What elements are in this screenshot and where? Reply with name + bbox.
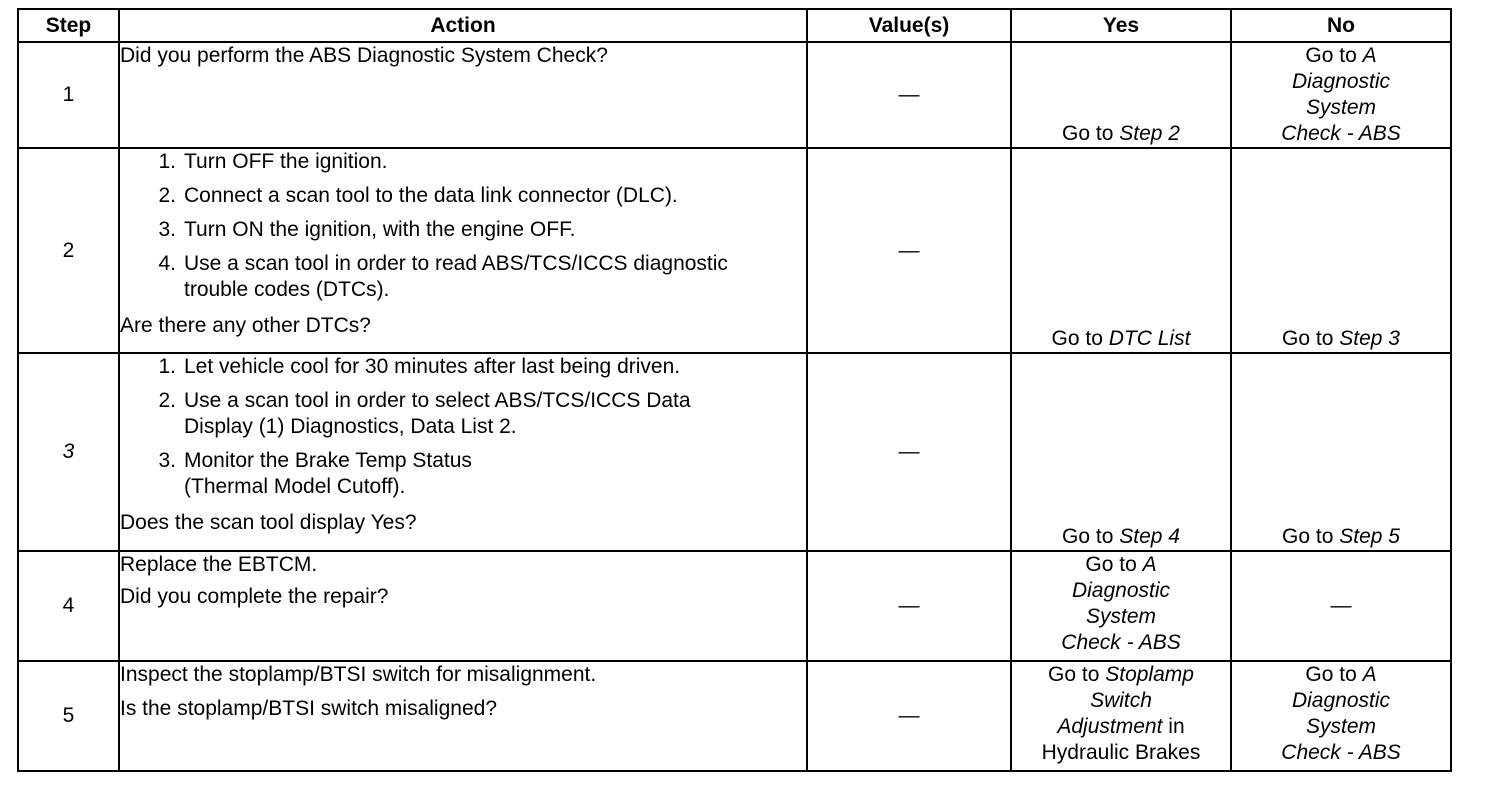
- yes-suffix: in: [1162, 715, 1185, 738]
- action-question: Are there any other DTCs?: [120, 314, 371, 337]
- no-link[interactable]: Check - ABS: [1281, 122, 1401, 145]
- yes-link[interactable]: Adjustment: [1057, 715, 1163, 738]
- header-yes: Yes: [1011, 9, 1231, 42]
- no-cell: [1231, 353, 1451, 551]
- action-cell: [119, 353, 807, 551]
- no-link[interactable]: A: [1362, 44, 1377, 67]
- action-list-item: 2. Use a scan tool in order to select ABS/TCS/ICCS Data Display (1) Diagnostics, Data List 2.: [158, 389, 691, 438]
- value-dash: —: [898, 440, 920, 463]
- no-prefix: Go to: [1282, 327, 1340, 350]
- value-cell: [807, 353, 1011, 551]
- yes-prefix: Go to: [1062, 122, 1120, 145]
- action-question: Did you perform the ABS Diagnostic System Check?: [120, 44, 608, 67]
- table-row-step-2: [18, 148, 1451, 353]
- no-link[interactable]: System: [1305, 715, 1376, 738]
- yes-link[interactable]: A: [1142, 553, 1157, 576]
- action-question: Did you complete the repair?: [120, 585, 389, 608]
- yes-prefix: Go to: [1048, 663, 1106, 686]
- step-number: 2: [18, 148, 119, 353]
- no-prefix: Go to: [1282, 525, 1340, 548]
- action-instruction: Replace the EBTCM.: [120, 553, 318, 576]
- no-cell: [1231, 551, 1451, 661]
- no-link[interactable]: Step 5: [1339, 525, 1400, 548]
- action-question: Does the scan tool display Yes?: [120, 511, 417, 534]
- step-number: 5: [18, 661, 119, 771]
- no-link[interactable]: A: [1362, 663, 1377, 686]
- header-values: Value(s): [807, 9, 1011, 42]
- header-action: Action: [119, 9, 807, 42]
- yes-link[interactable]: Diagnostic: [1071, 579, 1171, 602]
- action-cell: [119, 42, 807, 148]
- action-list-item: 3. Monitor the Brake Temp Status (Thermal Model Cutoff).: [158, 449, 472, 498]
- no-link[interactable]: Diagnostic: [1291, 70, 1391, 93]
- value-dash: —: [898, 238, 920, 262]
- no-link[interactable]: System: [1305, 96, 1376, 119]
- action-list-item: 1. Turn OFF the ignition.: [158, 150, 388, 173]
- yes-link[interactable]: Step 4: [1119, 525, 1180, 548]
- step-number: 1: [18, 42, 119, 148]
- no-link[interactable]: Check - ABS: [1281, 741, 1401, 764]
- value-dash: —: [898, 704, 920, 727]
- yes-link[interactable]: DTC List: [1108, 327, 1191, 350]
- yes-cell: [1011, 353, 1231, 551]
- action-cell: [119, 148, 807, 353]
- header-no: No: [1231, 9, 1451, 42]
- diagnostic-table: [17, 8, 1452, 772]
- yes-link[interactable]: System: [1085, 605, 1156, 628]
- action-instruction: Inspect the stoplamp/BTSI switch for misalignment.: [120, 663, 597, 686]
- no-cell: [1231, 42, 1451, 148]
- no-cell: [1231, 148, 1451, 353]
- header-row: [18, 9, 1451, 42]
- table-row-step-3: [18, 353, 1451, 551]
- value-cell: [807, 42, 1011, 148]
- value-cell: [807, 551, 1011, 661]
- yes-prefix: Go to: [1062, 525, 1120, 548]
- table-row-step-5: [18, 661, 1451, 771]
- value-dash: —: [898, 594, 920, 617]
- value-cell: [807, 661, 1011, 771]
- action-cell: [119, 661, 807, 771]
- action-list-item: 1. Let vehicle cool for 30 minutes after last being driven.: [158, 355, 681, 378]
- action-list-item: 4. Use a scan tool in order to read ABS/TCS/ICCS diagnostic trouble codes (DTCs).: [158, 252, 728, 301]
- table-row-step-4: [18, 551, 1451, 661]
- value-cell: [807, 148, 1011, 353]
- yes-link[interactable]: Step 2: [1119, 122, 1180, 145]
- table-row-step-1: [18, 42, 1451, 148]
- no-cell: [1231, 661, 1451, 771]
- action-list-item: 2. Connect a scan tool to the data link connector (DLC).: [158, 184, 678, 207]
- no-link[interactable]: Diagnostic: [1291, 689, 1391, 712]
- yes-cell: [1011, 551, 1231, 661]
- yes-link[interactable]: Switch: [1090, 689, 1152, 712]
- no-link[interactable]: Step 3: [1339, 327, 1400, 350]
- yes-link[interactable]: Check - ABS: [1061, 631, 1181, 654]
- yes-cell: [1011, 661, 1231, 771]
- header-step: Step: [18, 9, 119, 42]
- step-number: 3: [18, 353, 119, 551]
- no-prefix: Go to: [1305, 44, 1363, 67]
- value-dash: —: [898, 83, 920, 106]
- no-dash: —: [1330, 594, 1352, 617]
- yes-cell: [1011, 42, 1231, 148]
- action-list-item: 3. Turn ON the ignition, with the engine OFF.: [158, 218, 576, 241]
- yes-prefix: Go to: [1051, 327, 1109, 350]
- yes-link[interactable]: Stoplamp: [1105, 663, 1194, 686]
- yes-cell: [1011, 148, 1231, 353]
- yes-text: Hydraulic Brakes: [1041, 741, 1201, 764]
- step-number: 4: [18, 551, 119, 661]
- yes-prefix: Go to: [1085, 553, 1143, 576]
- no-prefix: Go to: [1305, 663, 1363, 686]
- action-cell: [119, 551, 807, 661]
- action-question: Is the stoplamp/BTSI switch misaligned?: [120, 697, 497, 720]
